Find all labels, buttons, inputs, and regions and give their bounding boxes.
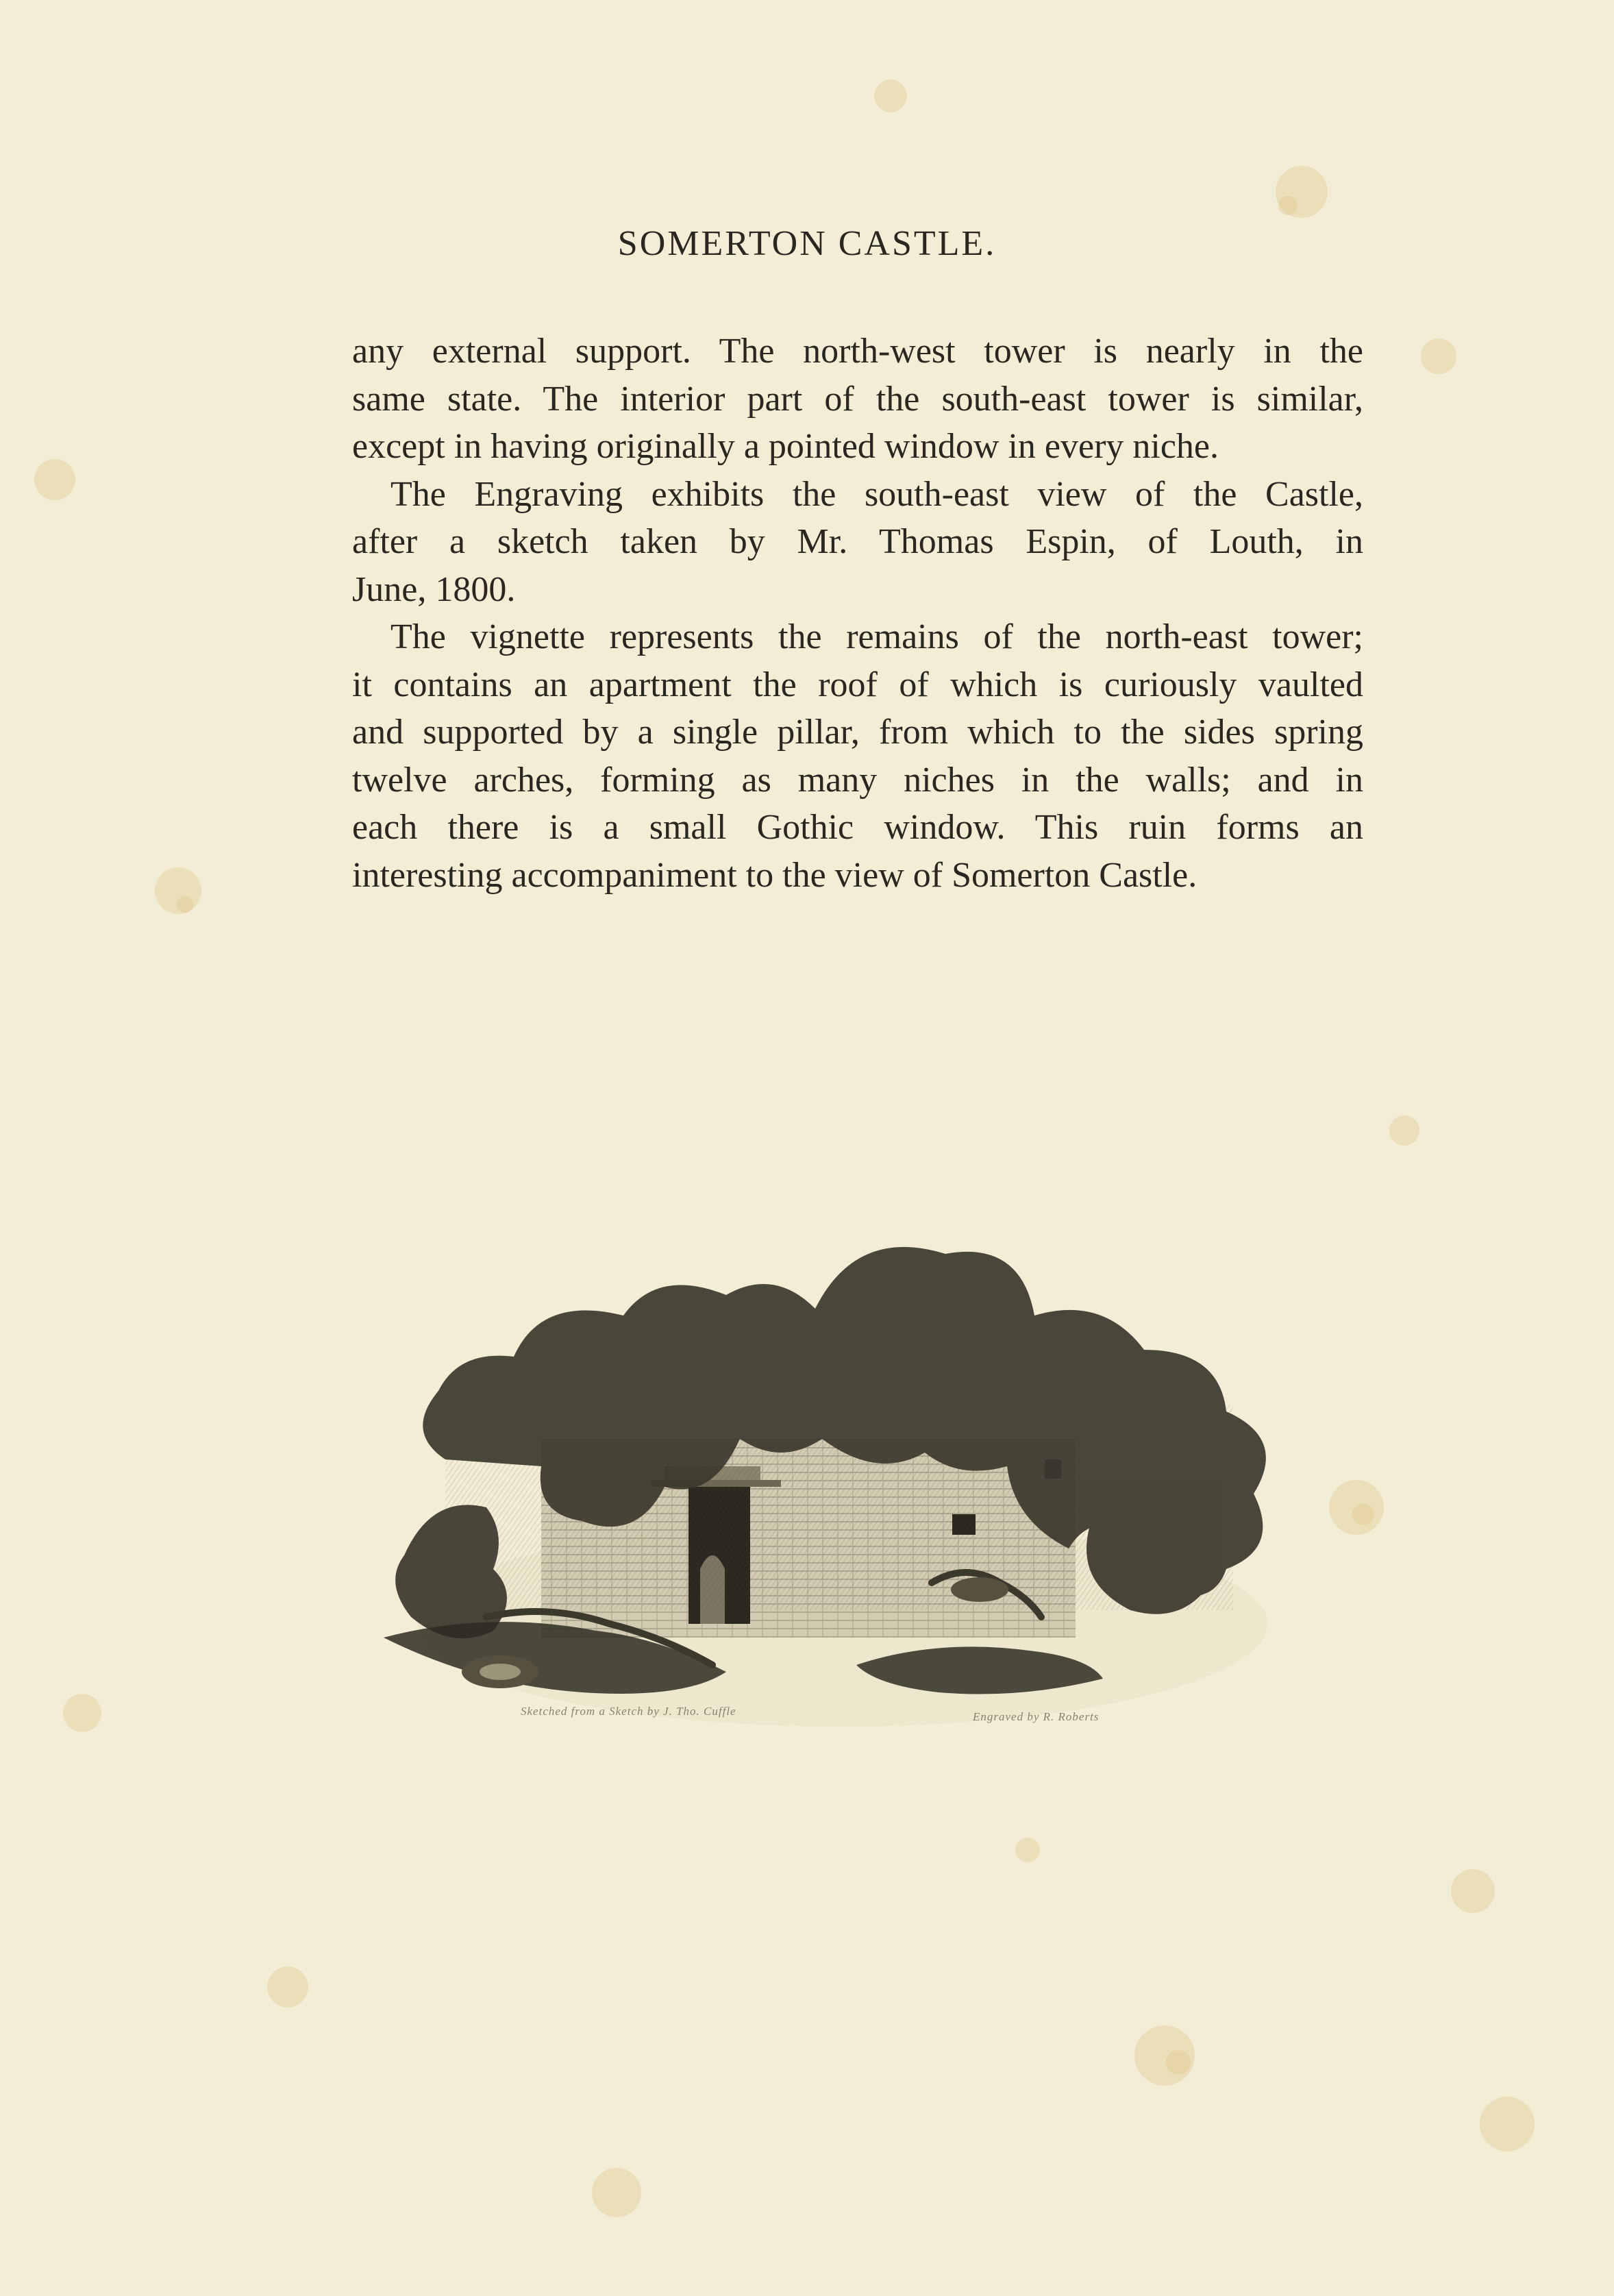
text-line: any external support. The north-west tower is nearly in the	[352, 332, 1363, 371]
body-text	[352, 328, 1363, 899]
text-line: it contains an apartment the roof of which is curiously vaulted	[352, 665, 1363, 704]
text-line: after a sketch taken by Mr. Thomas Espin, of Louth, in	[352, 522, 1363, 561]
text-line: twelve arches, forming as many niches in the walls; and in	[352, 760, 1363, 800]
vignette-caption-left: Sketched from a Sketch by J. Tho. Cuffle	[521, 1705, 736, 1718]
vignette-caption-right: Engraved by R. Roberts	[973, 1710, 1100, 1723]
vignette-engraving	[363, 1144, 1336, 1727]
paragraph	[352, 328, 1363, 471]
text-line: The vignette represents the remains of the north-east tower;	[390, 617, 1363, 656]
text-line: and supported by a single pillar, from which to the sides spring	[352, 713, 1363, 752]
text-line: interesting accompaniment to the view of Somerton Castle.	[352, 855, 1197, 895]
text-line: same state. The interior part of the south-east tower is similar,	[352, 379, 1363, 419]
paragraph	[352, 471, 1363, 614]
text-line: except in having originally a pointed window in every niche.	[352, 427, 1219, 466]
text-line: The Engraving exhibits the south-east view of the Castle,	[390, 474, 1363, 514]
running-head: SOMERTON CASTLE.	[617, 224, 997, 263]
text-line: June, 1800.	[352, 569, 516, 609]
text-line: each there is a small Gothic window. This ruin forms an	[352, 808, 1363, 847]
paragraph	[352, 613, 1363, 899]
